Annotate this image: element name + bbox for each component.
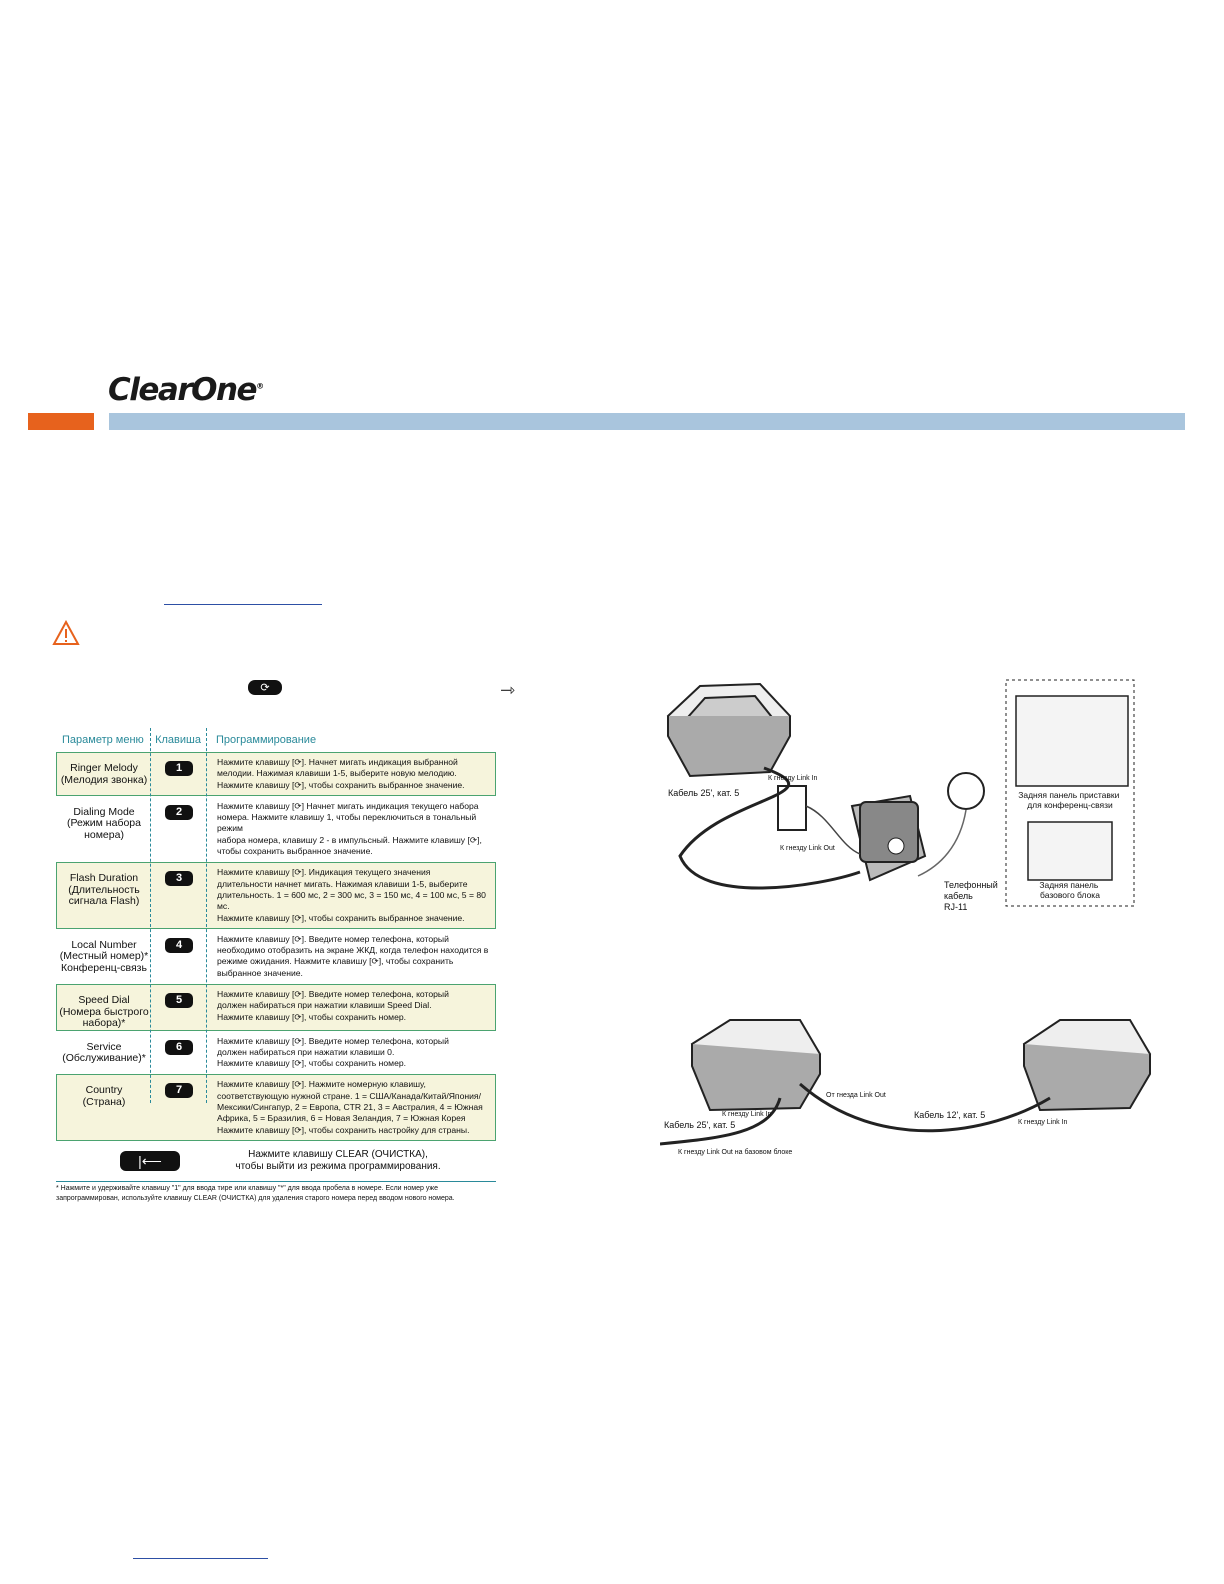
programming-line: Нажмите клавишу [⟳]. Нажмите номерную клавишу, [217,1079,426,1090]
programming-line: Нажмите клавишу [⟳], чтобы сохранить выбранное значение. [217,779,465,790]
programming-line: должен набираться при нажатии клавиши 0. [217,1046,395,1057]
connection-diagram-1 [660,676,1140,912]
programming-line: Нажмите клавишу [⟳], чтобы сохранить номер. [217,1058,407,1069]
extension-rear-panel [1016,696,1128,786]
footer-hyperlink-underline[interactable] [133,1558,268,1559]
arrow-right-icon: ⇾ [500,680,516,700]
base-unit-drawing [852,796,925,880]
param-line: номера) [84,828,124,841]
extension-drawing-left [692,1020,820,1110]
key-cell [151,1032,207,1055]
rj11-cable [918,810,966,876]
programming-cell [207,863,495,927]
label-link-in-left: К гнезду Link In [722,1111,772,1118]
param-cell [57,1075,151,1108]
programming-line: чтобы сохранить выбранное значение. [217,846,373,857]
warning-icon [52,620,80,646]
table-header [56,728,496,752]
param-line: (Обслуживание)* [62,1052,146,1065]
param-line: (Местный номер)* [59,950,149,963]
column-divider [150,728,151,1103]
clear-line: Нажмите клавишу CLEAR (ОЧИСТКА), [248,1148,428,1160]
programming-line: Мексики/Сингапур, 2 = Европа, CTR 21, 3 = Австралия, 4 = Южная [217,1102,483,1113]
table-row [56,796,496,862]
param-line: (Длительность [68,883,140,896]
param-line: Service [86,1040,122,1053]
programming-line: выбранное значение. [217,967,303,978]
programming-cell [207,1075,495,1139]
programming-line: соответствующую нужной стране. 1 = США/Канада/Китай/Япония/ [217,1090,481,1101]
key-cell [151,985,207,1008]
param-line: Ringer Melody [70,762,138,774]
key-cell [151,930,207,953]
param-line: Local Number [71,938,137,951]
program-key-icon: ⟳ [248,680,282,695]
programming-cell [207,797,495,861]
number-key-icon: 1 [165,761,193,776]
label-link-out: К гнезду Link Out [780,845,835,852]
programming-line: Нажмите клавишу [⟳]. Введите номер телефона, который [217,989,449,1000]
programming-line: должен набираться при нажатии клавиши Speed Dial. [217,1000,432,1011]
label-phone-cable: Телефонный кабель RJ-11 [944,880,998,912]
column-divider [206,728,207,1103]
clearone-logo [108,372,264,408]
programming-line: Африка, 5 = Бразилия, 6 = Новая Зеландия, 7 = Южная Корея [217,1113,466,1124]
logo-mark: ® [256,381,265,391]
key-cell [151,753,207,776]
number-key-icon: 7 [165,1083,193,1098]
extension-drawing-right [1024,1020,1150,1110]
key-cell [151,797,207,820]
label-rear-extension: Задняя панель приставки для конференц-связи [1018,790,1120,810]
base-rear-panel [1028,822,1112,880]
programming-line: Нажмите клавишу [⟳], чтобы сохранить настройку для страны. [217,1124,470,1135]
key-cell [151,863,207,886]
programming-line: длительность. 1 = 600 мс, 2 = 300 мс, 3 = 150 мс, 4 = 100 мс, 5 = 80 мс. [217,889,486,912]
clear-row [56,1141,496,1181]
table-row [56,1074,496,1140]
table-row [56,984,496,1031]
programming-cell [207,753,495,795]
hyperlink-underline[interactable] [164,604,322,605]
param-cell [57,797,151,842]
programming-line: Нажмите клавишу [⟳], чтобы сохранить выбранное значение. [217,912,465,923]
number-key-icon: 2 [165,805,193,820]
programming-line: Нажмите клавишу [⟳]. Введите номер телефона, который [217,1035,449,1046]
number-key-icon: 5 [165,993,193,1008]
header-param: Параметр меню [62,734,144,746]
footnote-line: * Нажмите и удерживайте клавишу "1" для ввода тире или клавишу "*" для ввода пробела в номере. Если номер уже [56,1184,438,1192]
programming-line: номера. Нажмите клавишу 1, чтобы переключиться в тональный режим [217,812,477,834]
table-row [56,862,496,928]
param-cell [57,930,151,975]
programming-line: необходимо отобразить на экране ЖКД, когда телефон находится в [217,945,489,956]
table-row [56,752,496,796]
label-from-link-out: От гнезда Link Out [826,1092,886,1099]
label-link-in: К гнезду Link In [768,775,818,782]
label-cable-25: Кабель 25', кат. 5 [664,1120,736,1130]
programming-line: мелодии. Нажимая клавиши 1-5, выберите новую мелодию. [217,768,457,779]
programming-table [56,728,496,1204]
programming-cell [207,985,495,1027]
key-cell [151,1075,207,1098]
programming-line: режиме ожидания. Нажмите клавишу [⟳], чтобы сохранить [217,956,454,967]
programming-line: Нажмите клавишу [⟳]. Начнет мигать индикация выбранной [217,757,458,767]
number-key-icon: 6 [165,1040,193,1055]
number-key-icon: 3 [165,871,193,886]
label-to-base: К гнезду Link Out на базовом блоке [678,1149,793,1156]
table-row [56,929,496,984]
param-line: (Режим набора [67,817,141,830]
header-key: Клавиша [155,734,201,746]
clear-line: чтобы выйти из режима программирования. [235,1160,441,1172]
param-line: (Мелодия звонка) [60,773,148,786]
label-link-in-right: К гнезду Link In [1018,1119,1068,1126]
phone-jack-drawing [948,773,984,809]
label-cable-25: Кабель 25', кат. 5 [668,788,740,798]
param-line: Dialing Mode [73,805,135,818]
param-cell [57,985,151,1030]
param-line: Country [85,1084,123,1097]
param-line: Flash Duration [69,872,139,885]
conference-phone-drawing [668,684,790,776]
programming-line: набора номера, клавишу 2 - в импульсный. Нажмите клавишу [⟳], [217,834,482,845]
param-line: (Страна) [82,1095,126,1108]
programming-line: Нажмите клавишу [⟳] Начнет мигать индикация текущего набора [217,800,479,811]
param-cell [57,863,151,908]
clear-key-icon: |⟵ [120,1151,180,1171]
programming-line: Нажмите клавишу [⟳], чтобы сохранить номер. [217,1011,407,1022]
param-cell [57,1032,151,1065]
footnote-line: запрограммирован, используйте клавишу CLEAR (ОЧИСТКА) для удаления старого номера перед вводом нового номера. [56,1194,455,1202]
footnote [56,1181,496,1204]
header-accent-bar [28,413,94,430]
param-line: набора)* [82,1017,126,1030]
param-line: Конференц-связь [61,961,147,974]
param-line: (Номера быстрого [59,1005,149,1018]
param-cell [57,753,151,786]
param-line: Speed Dial [78,994,130,1007]
programming-cell [207,930,495,983]
programming-line: длительности начнет мигать. Нажимая клавиши 1-5, выберите [217,878,468,889]
label-rear-base: Задняя панель базового блока [1039,880,1100,900]
logo-text: ClearOne [108,372,257,408]
programming-cell [207,1032,495,1074]
label-cable-12: Кабель 12', кат. 5 [914,1110,986,1120]
header-rule-bar [109,413,1185,430]
number-key-icon: 4 [165,938,193,953]
header-programming: Программирование [216,734,317,746]
programming-line: Нажмите клавишу [⟳]. Индикация текущего значения [217,867,431,878]
programming-line: Нажмите клавишу [⟳]. Введите номер телефона, который [217,933,449,944]
table-row [56,1031,496,1075]
connection-diagram-2 [660,1014,1160,1162]
clear-instruction [180,1149,496,1173]
param-line: сигнала Flash) [68,895,140,908]
